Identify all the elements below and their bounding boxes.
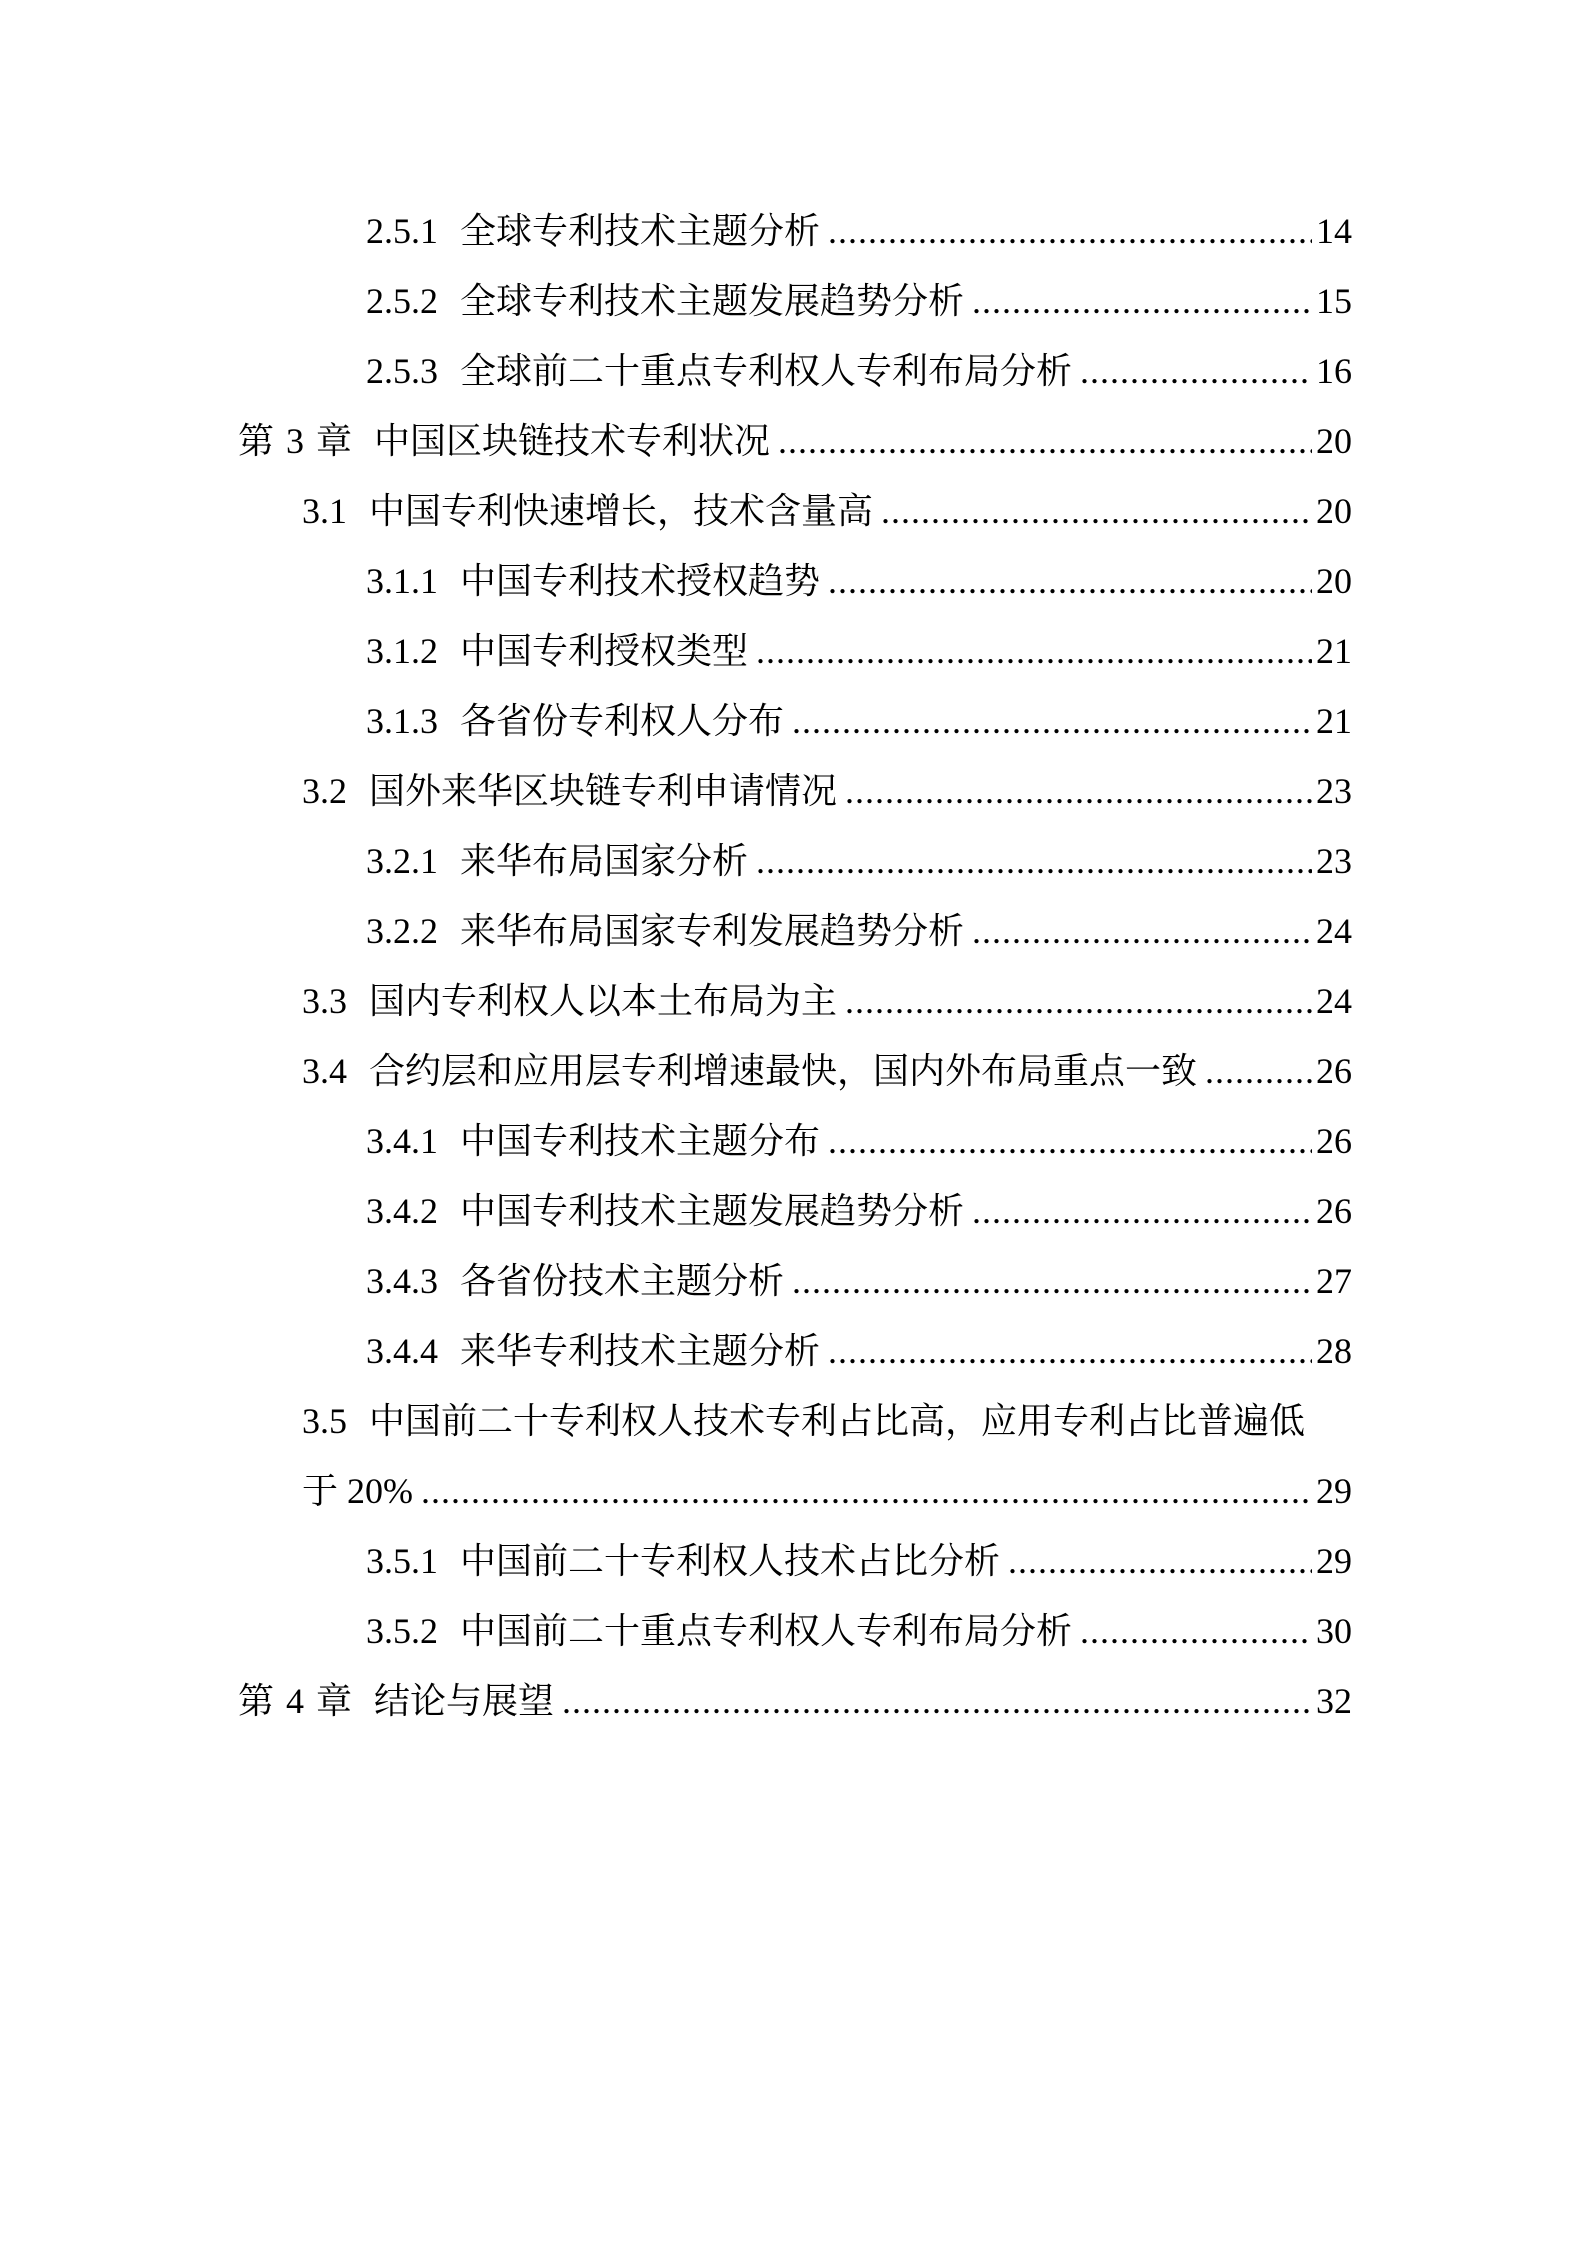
toc-entry-3-1[interactable] <box>302 476 1352 546</box>
toc-entry-page: 29 <box>1316 1541 1352 1581</box>
toc-entry-number: 3.2 <box>302 771 347 811</box>
toc-entry-number: 2.5.3 <box>366 351 438 391</box>
toc-entry-number: 3.4.3 <box>366 1261 438 1301</box>
toc-entry-page: 28 <box>1316 1331 1352 1371</box>
toc-entry-page: 24 <box>1316 981 1352 1021</box>
toc-entry-page: 16 <box>1316 351 1352 391</box>
toc-entry-chapter-3[interactable] <box>238 406 1352 476</box>
toc-dot-leader <box>845 966 1312 1036</box>
toc-chapter-prefix: 第 <box>238 421 275 461</box>
toc-dot-leader <box>1008 1526 1312 1596</box>
toc-entry-title: 中国专利授权类型 <box>460 631 749 671</box>
toc-entry-3-2-1[interactable] <box>366 826 1352 896</box>
toc-entry-chapter-4[interactable] <box>238 1666 1352 1736</box>
toc-dot-leader <box>972 266 1312 336</box>
toc-entry-page: 23 <box>1316 841 1352 881</box>
toc-entry-3-1-1[interactable] <box>366 546 1352 616</box>
toc-entry-page: 15 <box>1316 281 1352 321</box>
toc-entry-3-5-line2[interactable] <box>302 1456 1352 1526</box>
toc-entry-title: 国内专利权人以本土布局为主 <box>369 981 838 1021</box>
toc-entry-title: 中国专利快速增长，技术含量高 <box>369 491 874 531</box>
toc-entry-2-5-2[interactable] <box>366 266 1352 336</box>
toc-entry-3-5-line1[interactable] <box>302 1386 1352 1456</box>
toc-chapter-number: 3 <box>286 421 305 461</box>
toc-entry-title: 来华专利技术主题分析 <box>460 1331 821 1371</box>
toc-entry-number: 2.5.2 <box>366 281 438 321</box>
toc-entry-number: 3.3 <box>302 981 347 1021</box>
toc-entry-title: 全球前二十重点专利权人专利布局分析 <box>460 351 1073 391</box>
toc-dot-leader <box>845 756 1312 826</box>
toc-entry-title: 来华布局国家专利发展趋势分析 <box>460 911 965 951</box>
toc-dot-leader <box>972 896 1312 966</box>
toc-entry-page: 32 <box>1316 1681 1352 1721</box>
toc-entry-3-1-3[interactable] <box>366 686 1352 756</box>
toc-chapter-label <box>238 406 352 476</box>
toc-dot-leader <box>828 1106 1312 1176</box>
toc-entry-number: 3.5.2 <box>366 1611 438 1651</box>
toc-dot-leader <box>421 1456 1312 1526</box>
toc-entry-3-4-1[interactable] <box>366 1106 1352 1176</box>
toc-entry-number: 3.1.1 <box>366 561 438 601</box>
toc-entry-3-4-4[interactable] <box>366 1316 1352 1386</box>
toc-entry-3-4[interactable] <box>302 1036 1352 1106</box>
toc-entry-page: 20 <box>1316 561 1352 601</box>
toc-entry-number: 3.1.2 <box>366 631 438 671</box>
toc-entry-page: 30 <box>1316 1611 1352 1651</box>
toc-entry-title: 中国前二十专利权人技术占比分析 <box>460 1541 1001 1581</box>
toc-entry-number: 3.5.1 <box>366 1541 438 1581</box>
toc-entry-3-5-2[interactable] <box>366 1596 1352 1666</box>
toc-entry-number: 3.5 <box>302 1401 347 1441</box>
toc-chapter-suffix: 章 <box>316 1681 353 1721</box>
toc-entry-title: 合约层和应用层专利增速最快，国内外布局重点一致 <box>369 1051 1198 1091</box>
toc-entry-number: 3.4.2 <box>366 1191 438 1231</box>
toc-entry-number: 3.4 <box>302 1051 347 1091</box>
toc-chapter-label <box>238 1666 352 1736</box>
toc-entry-page: 20 <box>1316 421 1352 461</box>
toc-entry-title: 中国专利技术授权趋势 <box>460 561 821 601</box>
toc-entry-page: 26 <box>1316 1121 1352 1161</box>
toc-entry-number: 3.1.3 <box>366 701 438 741</box>
toc-entry-3-2-2[interactable] <box>366 896 1352 966</box>
toc-entry-3-4-2[interactable] <box>366 1176 1352 1246</box>
toc-entry-title: 全球专利技术主题发展趋势分析 <box>460 281 965 321</box>
toc-entry-number: 3.2.1 <box>366 841 438 881</box>
toc-entry-title: 来华布局国家分析 <box>460 841 749 881</box>
toc-entry-page: 26 <box>1316 1191 1352 1231</box>
toc-entry-page: 21 <box>1316 701 1352 741</box>
toc-dot-leader <box>828 196 1312 266</box>
toc-entry-3-5-1[interactable] <box>366 1526 1352 1596</box>
toc-entry-title: 中国专利技术主题发展趋势分析 <box>460 1191 965 1231</box>
toc-entry-title: 中国前二十重点专利权人专利布局分析 <box>460 1611 1073 1651</box>
toc-chapter-number: 4 <box>286 1681 305 1721</box>
toc-entry-title: 国外来华区块链专利申请情况 <box>369 771 838 811</box>
toc-entry-3-4-3[interactable] <box>366 1246 1352 1316</box>
toc-entry-page: 29 <box>1316 1471 1352 1511</box>
toc-dot-leader <box>1205 1036 1312 1106</box>
toc-entry-page: 27 <box>1316 1261 1352 1301</box>
toc-dot-leader <box>778 406 1312 476</box>
toc-entry-title: 各省份技术主题分析 <box>460 1261 785 1301</box>
toc-entry-title: 各省份专利权人分布 <box>460 701 785 741</box>
toc-chapter-suffix: 章 <box>316 421 353 461</box>
toc-entry-page: 20 <box>1316 491 1352 531</box>
toc-entry-title: 全球专利技术主题分析 <box>460 211 821 251</box>
toc-dot-leader <box>1080 336 1312 406</box>
toc-dot-leader <box>756 616 1312 686</box>
toc-dot-leader <box>1080 1596 1312 1666</box>
toc-entry-number: 3.1 <box>302 491 347 531</box>
toc-entry-3-1-2[interactable] <box>366 616 1352 686</box>
toc-entry-2-5-3[interactable] <box>366 336 1352 406</box>
toc-entry-2-5-1[interactable] <box>366 196 1352 266</box>
toc-dot-leader <box>828 546 1312 616</box>
toc-entry-3-3[interactable] <box>302 966 1352 1036</box>
toc-entry-page: 23 <box>1316 771 1352 811</box>
toc-entry-page: 24 <box>1316 911 1352 951</box>
toc-entry-title: 中国前二十专利权人技术专利占比高，应用专利占比普遍低 <box>369 1401 1306 1441</box>
toc-entry-number: 3.4.1 <box>366 1121 438 1161</box>
toc-entry-page: 14 <box>1316 211 1352 251</box>
toc-entry-title: 中国专利技术主题分布 <box>460 1121 821 1161</box>
toc-entry-number: 2.5.1 <box>366 211 438 251</box>
toc-chapter-prefix: 第 <box>238 1681 275 1721</box>
toc-dot-leader <box>756 826 1312 896</box>
toc-entry-number: 3.2.2 <box>366 911 438 951</box>
toc-entry-title: 结论与展望 <box>374 1681 555 1721</box>
toc-entry-number: 3.4.4 <box>366 1331 438 1371</box>
toc-entry-3-2[interactable] <box>302 756 1352 826</box>
toc-entry-title-continued: 于 20% <box>302 1471 413 1511</box>
toc-entry-title: 中国区块链技术专利状况 <box>374 421 771 461</box>
toc-dot-leader <box>792 686 1312 756</box>
toc-entry-page: 21 <box>1316 631 1352 671</box>
toc-dot-leader <box>972 1176 1312 1246</box>
toc-dot-leader <box>881 476 1312 546</box>
toc-dot-leader <box>562 1666 1312 1736</box>
toc-dot-leader <box>792 1246 1312 1316</box>
toc-dot-leader <box>828 1316 1312 1386</box>
toc-entry-page: 26 <box>1316 1051 1352 1091</box>
